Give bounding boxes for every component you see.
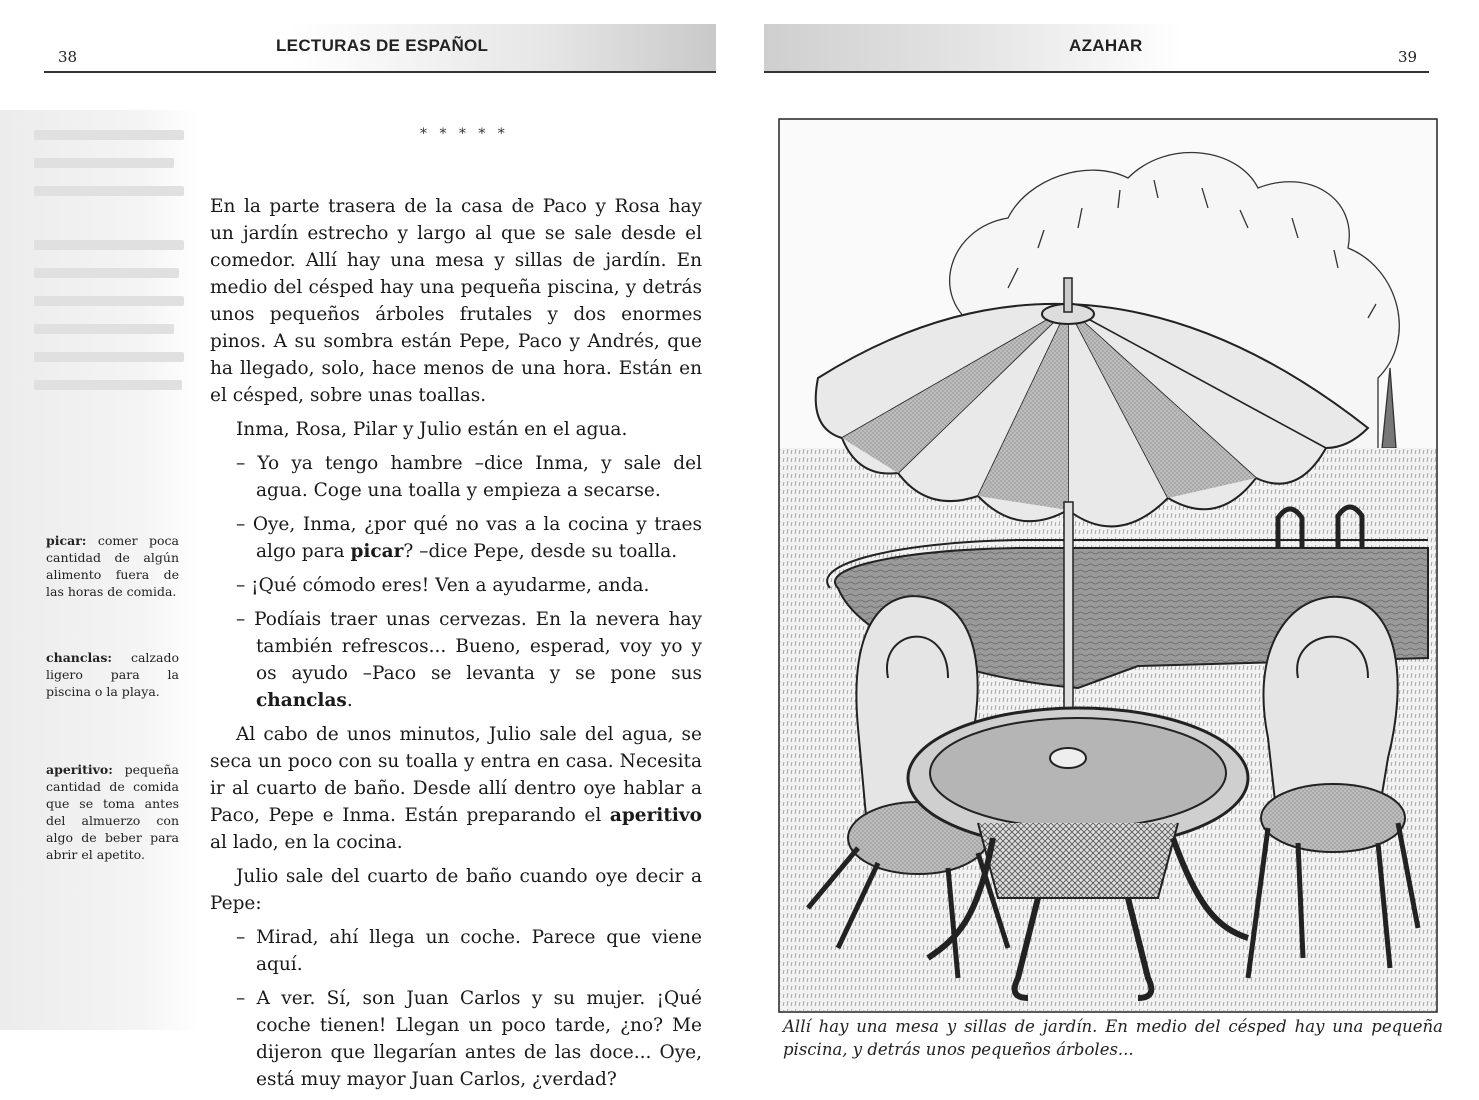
glossary-term: picar: xyxy=(46,533,87,548)
running-title: AZAHAR xyxy=(1069,36,1143,55)
running-title: LECTURAS DE ESPAÑOL xyxy=(276,36,489,55)
page-number: 39 xyxy=(1398,48,1418,66)
glossary-entry-picar xyxy=(46,532,179,600)
glossary-entry-chanclas xyxy=(46,649,179,700)
paragraph xyxy=(210,985,702,1093)
paragraph xyxy=(210,606,702,714)
paragraph-text: Inma, Rosa, Pilar y Julio están en el agua. xyxy=(236,419,628,440)
header-rule xyxy=(764,71,1429,73)
glossary-term: chanclas: xyxy=(46,650,112,665)
paragraph-text: Julio sale del cuarto de baño cuando oye decir a Pepe: xyxy=(210,866,702,914)
paragraph xyxy=(210,721,702,856)
left-page xyxy=(0,0,740,1090)
paragraph xyxy=(210,924,702,978)
story-text xyxy=(210,193,702,1100)
illustration-caption: Allí hay una mesa y sillas de jardín. En medio del césped hay una pequeña piscina, y detrás unos pequeños árboles... xyxy=(783,1017,1443,1059)
paragraph-text: – Yo ya tengo hambre –dice Inma, y sale del agua. Coge una toalla y empieza a secarse. xyxy=(236,453,702,501)
glossary-word: chanclas xyxy=(256,690,347,711)
glossary-word: picar xyxy=(350,541,404,562)
paragraph-text: – ¡Qué cómodo eres! Ven a ayudarme, anda. xyxy=(236,575,650,596)
header-rule xyxy=(44,71,716,73)
paragraph xyxy=(210,572,702,599)
paragraph xyxy=(210,863,702,917)
paragraph-text: – Mirad, ahí llega un coche. Parece que viene aquí. xyxy=(236,927,702,975)
garden-illustration xyxy=(778,118,1438,1013)
paragraph-text: al lado, en la cocina. xyxy=(210,832,403,853)
glossary-entry-aperitivo xyxy=(46,761,179,863)
paragraph-text: – A ver. Sí, son Juan Carlos y su mujer. ¡Qué coche tienen! Llegan un poco tarde, ¿no? Me dijeron que llegarían antes de las doce... Oye, está muy mayor Juan Carlos, ¿verdad? xyxy=(236,988,702,1090)
glossary-definition: comer poca cantidad de algún alimento fuera de las horas de comida. xyxy=(46,533,179,599)
paragraph xyxy=(210,193,702,409)
paragraph-text: . xyxy=(346,690,353,711)
paragraph xyxy=(210,450,702,504)
glossary-term: aperitivo: xyxy=(46,762,113,777)
section-separator: * * * * * xyxy=(420,126,509,142)
paragraph-text: – Oye, Inma, ¿por qué no vas a la cocina y traes algo para xyxy=(236,514,702,562)
paragraph-text: Al cabo de unos minutos, Julio sale del agua, se seca un poco con su toalla y entra en casa. Necesita ir al cuarto de baño. Desde allí dentro oye hablar a Paco, Pepe e Inma. Están preparando el xyxy=(210,724,702,826)
glossary-word: aperitivo xyxy=(609,805,702,826)
paragraph xyxy=(210,416,702,443)
glossary-definition: calzado ligero para la piscina o la playa. xyxy=(46,650,179,699)
glossary-definition: pequeña cantidad de comida que se toma antes del almuerzo con algo de beber para abrir el apetito. xyxy=(46,762,179,862)
right-page xyxy=(740,0,1479,1080)
paragraph-text: En la parte trasera de la casa de Paco y Rosa hay un jardín estrecho y largo al que se sale desde el comedor. Allí hay una mesa y sillas de jardín. En medio del césped hay una pequeña piscina, y detrás unos pequeños árboles frutales y dos enormes pinos. A su sombra están Pepe, Paco y Andrés, que ha llegado, solo, hace menos de una hora. Están en el césped, sobre unas toallas. xyxy=(210,196,702,406)
page-number: 38 xyxy=(58,48,78,66)
paragraph-text: ? –dice Pepe, desde su toalla. xyxy=(403,541,678,562)
paragraph xyxy=(210,511,702,565)
paragraph-text: – Podíais traer unas cervezas. En la nevera hay también refrescos... Bueno, esperad, voy yo y os ayudo –Paco se levanta y se pone sus xyxy=(236,609,702,684)
